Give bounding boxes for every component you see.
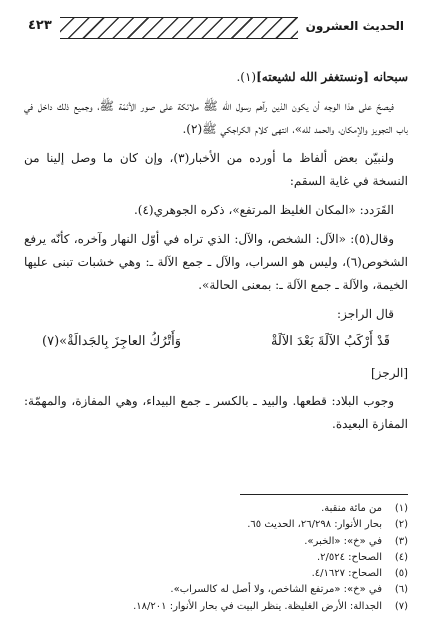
lead-end: . [236, 70, 241, 84]
footnote-text: الجدالة: الأرض الغليظة. ينظر البيت في بحار الأنوار: ١٨/٢٠١. [133, 600, 382, 612]
footnote [24, 566, 408, 582]
chapter-title: الحديث العشرون [305, 19, 404, 33]
paragraph-6: وجوب البلاد: قطعها. والبيد ـ بالكسر ـ جمع البيداء، وهي المفازة، والمهمّة: المفازة البعيدة. [24, 394, 408, 431]
footnotes [24, 501, 408, 615]
lead-line [24, 66, 408, 89]
footnote [24, 550, 408, 566]
lead-text: سبحانه [ونستغفر الله لشيعته] [256, 70, 408, 84]
book-page [24, 14, 408, 612]
footnote [24, 501, 408, 517]
verse-meter: [الرجز] [370, 366, 408, 380]
paragraph-1: فيصحّ على هذا الوجه أن يكون الذين رآهم رسول الله ﷺ ملائكة على صور الأئمّة ﷺ، وجميع ذلك داخل في باب التجويز والإمكان، والحمد لله»، انتهى كلام الكراجكي ﷺ(٢). [24, 99, 408, 136]
poem-verse [24, 330, 408, 354]
paragraph-3: القَرَدد: «المكان الغليظ المرتفع»، ذكره الجوهري(٤). [133, 203, 394, 217]
footnote-text: في «خ»: «مرتفع الشاخص، ولا أصل له كالسراب». [170, 584, 382, 596]
paragraph-2: ولنبيّن بعض ألفاظ ما أورده من الأخبار(٣)، وإن كان ما وصل إلينا من النسخة في غاية السقم: [24, 151, 408, 188]
footnote [24, 517, 408, 533]
running-header [24, 14, 408, 40]
page-number: ٤٢٣ [28, 18, 52, 33]
footnote-mark: (٧) [394, 600, 408, 612]
footnote-mark: (٦) [394, 584, 408, 596]
footnote-mark: (٤) [394, 551, 408, 563]
paragraph-5: قال الراجز: [337, 307, 394, 321]
footnote-mark: (٥) [394, 568, 408, 580]
footnote-text: في «خ»: «الخبر». [304, 535, 382, 547]
footnote-mark: (٣) [394, 535, 408, 547]
verse-first-hemistich: قَدْ أَرْكَبُ الآلَةَ بَعْدَ الآلَةْ [270, 334, 390, 349]
footnote-mark: (١) [394, 503, 408, 514]
footnote [24, 599, 408, 615]
paragraph-4: وقال(٥): «الآل: الشخص، والآل: الذي تراه في أوّل النهار وآخره، كأنّه يرفع الشخوص(٦)، وليس هو السراب، والآل ـ جمع الآلة ـ: وهي خشبات تبنى عليها الخيمة، والآلة ـ جمع الآلة ـ: بمعنى الحالة». [24, 232, 408, 292]
verse-second-hemistich: وَأَتْرُكُ العاجِزَ بِالجَدالَةْ»(٧) [42, 334, 182, 349]
footnote-separator [240, 494, 408, 495]
lead-footnote-mark: (١) [240, 70, 257, 84]
footnote [24, 582, 408, 598]
footnote-text: الصحاح: ٤/١٦٢٧. [311, 568, 382, 580]
header-hatch-band [60, 17, 298, 39]
footnote-text: بحار الأنوار: ٢٦/٢٩٨، الحديث ٦٥. [247, 519, 382, 531]
footnote-mark: (٢) [394, 519, 408, 531]
footnote-text: الصحاح: ٢/٥٢٤. [316, 551, 382, 563]
footnote-text: من مائة منقبة. [321, 503, 382, 514]
main-text [24, 66, 408, 436]
footnote [24, 534, 408, 550]
